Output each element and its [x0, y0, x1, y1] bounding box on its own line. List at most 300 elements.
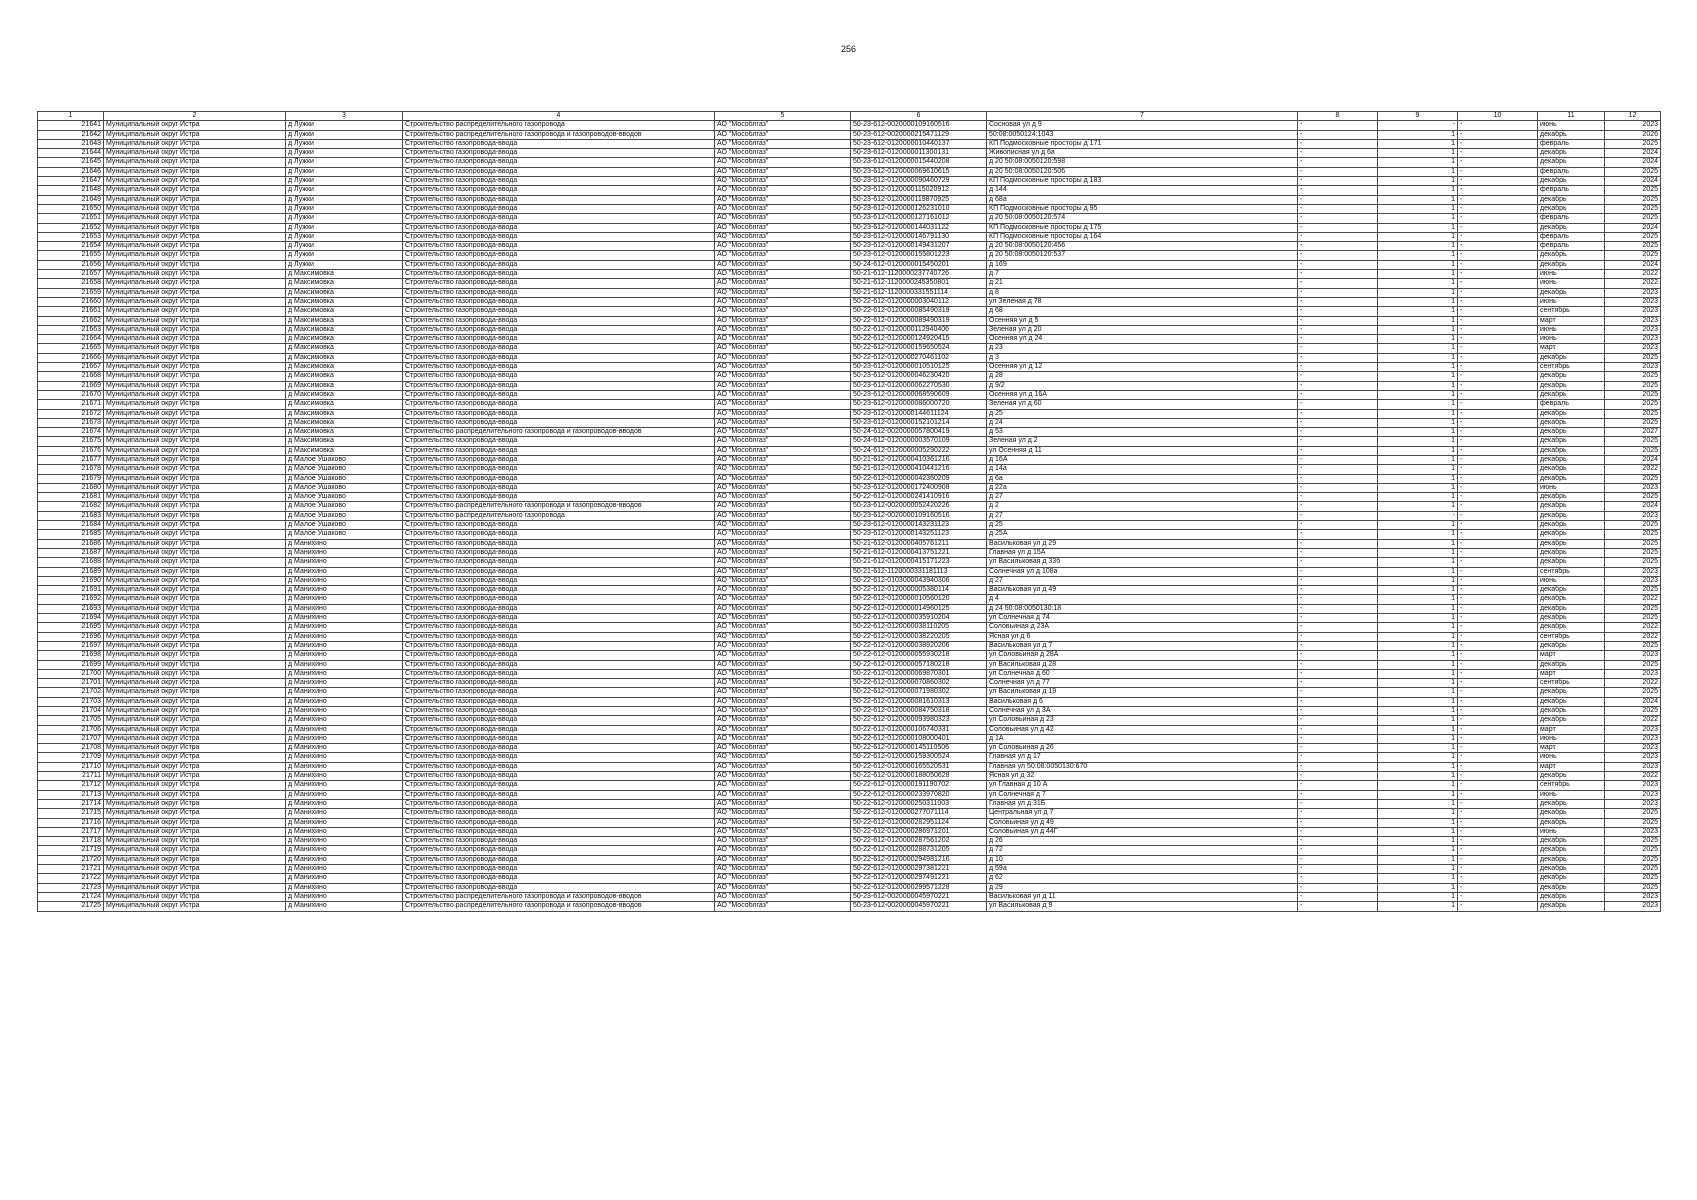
- cell-index: 21672: [38, 409, 104, 418]
- cell-year: 2023: [1605, 363, 1661, 372]
- cell-col9: 1: [1378, 688, 1458, 697]
- cell-col10: -: [1458, 418, 1538, 427]
- cell-contractor: АО "Мособлгаз": [715, 493, 851, 502]
- cell-month: февраль: [1538, 139, 1605, 148]
- cell-municipality: Муниципальный округ Истра: [104, 335, 286, 344]
- cell-col8: -: [1298, 576, 1378, 585]
- cell-municipality: Муниципальный округ Истра: [104, 855, 286, 864]
- col-header: 10: [1458, 112, 1538, 121]
- cell-contractor: АО "Мособлгаз": [715, 214, 851, 223]
- cell-code: 50-22-612-0120000003040112: [851, 297, 987, 306]
- cell-year: 2025: [1605, 558, 1661, 567]
- cell-year: 2023: [1605, 651, 1661, 660]
- col-header: 9: [1378, 112, 1458, 121]
- cell-address: д 1А: [987, 734, 1298, 743]
- cell-month: декабрь: [1538, 697, 1605, 706]
- cell-index: 21659: [38, 288, 104, 297]
- cell-code: 50-22-612-0120000070860302: [851, 679, 987, 688]
- cell-index: 21656: [38, 260, 104, 269]
- cell-index: 21680: [38, 483, 104, 492]
- cell-municipality: Муниципальный округ Истра: [104, 177, 286, 186]
- cell-work-type: Строительство газопровода-ввода: [403, 697, 715, 706]
- cell-col9: 1: [1378, 177, 1458, 186]
- cell-address: д 27: [987, 511, 1298, 520]
- cell-year: 2025: [1605, 186, 1661, 195]
- cell-contractor: АО "Мособлгаз": [715, 641, 851, 650]
- cell-settlement: д Максимовка: [286, 288, 403, 297]
- cell-code: 50-23-612-0120000155801223: [851, 251, 987, 260]
- cell-col9: 1: [1378, 195, 1458, 204]
- cell-municipality: Муниципальный округ Истра: [104, 688, 286, 697]
- cell-municipality: Муниципальный округ Истра: [104, 892, 286, 901]
- cell-municipality: Муниципальный округ Истра: [104, 623, 286, 632]
- cell-municipality: Муниципальный округ Истра: [104, 548, 286, 557]
- cell-contractor: АО "Мособлгаз": [715, 139, 851, 148]
- cell-year: 2025: [1605, 855, 1661, 864]
- cell-municipality: Муниципальный округ Истра: [104, 279, 286, 288]
- cell-col8: -: [1298, 716, 1378, 725]
- cell-month: июнь: [1538, 483, 1605, 492]
- table-row: [38, 372, 1661, 381]
- cell-contractor: АО "Мособлгаз": [715, 837, 851, 846]
- cell-municipality: Муниципальный округ Истра: [104, 418, 286, 427]
- cell-contractor: АО "Мособлгаз": [715, 809, 851, 818]
- cell-col10: -: [1458, 353, 1538, 362]
- cell-index: 21701: [38, 679, 104, 688]
- cell-col9: 1: [1378, 139, 1458, 148]
- cell-year: 2025: [1605, 139, 1661, 148]
- cell-work-type: Строительство газопровода-ввода: [403, 418, 715, 427]
- table-row: [38, 567, 1661, 576]
- cell-col10: -: [1458, 799, 1538, 808]
- cell-col10: -: [1458, 204, 1538, 213]
- cell-col10: -: [1458, 883, 1538, 892]
- cell-contractor: АО "Мособлгаз": [715, 604, 851, 613]
- cell-month: декабрь: [1538, 548, 1605, 557]
- cell-address: д 26: [987, 837, 1298, 846]
- cell-month: февраль: [1538, 242, 1605, 251]
- cell-code: 50-23-612-0120000011300131: [851, 149, 987, 158]
- cell-year: 2023: [1605, 790, 1661, 799]
- cell-col9: 1: [1378, 799, 1458, 808]
- cell-municipality: Муниципальный округ Истра: [104, 707, 286, 716]
- table-row: [38, 651, 1661, 660]
- cell-year: 2024: [1605, 260, 1661, 269]
- cell-index: 21655: [38, 251, 104, 260]
- cell-address: Васильковая ул д 29: [987, 539, 1298, 548]
- cell-address: Главная ул д 17: [987, 753, 1298, 762]
- cell-address: д 6а: [987, 474, 1298, 483]
- cell-year: 2025: [1605, 409, 1661, 418]
- cell-col10: -: [1458, 846, 1538, 855]
- cell-year: 2025: [1605, 837, 1661, 846]
- cell-contractor: АО "Мособлгаз": [715, 307, 851, 316]
- cell-col10: -: [1458, 567, 1538, 576]
- cell-contractor: АО "Мособлгаз": [715, 186, 851, 195]
- cell-contractor: АО "Мособлгаз": [715, 799, 851, 808]
- cell-settlement: д Лужки: [286, 121, 403, 130]
- cell-col8: -: [1298, 790, 1378, 799]
- cell-contractor: АО "Мособлгаз": [715, 177, 851, 186]
- cell-address: Главная ул д 31Б: [987, 799, 1298, 808]
- cell-month: июнь: [1538, 121, 1605, 130]
- cell-address: Осенняя ул д 24: [987, 335, 1298, 344]
- cell-col8: -: [1298, 130, 1378, 139]
- cell-municipality: Муниципальный округ Истра: [104, 186, 286, 195]
- cell-col10: -: [1458, 521, 1538, 530]
- cell-work-type: Строительство газопровода-ввода: [403, 279, 715, 288]
- cell-index: 21662: [38, 316, 104, 325]
- cell-municipality: Муниципальный округ Истра: [104, 195, 286, 204]
- cell-index: 21687: [38, 548, 104, 557]
- cell-month: декабрь: [1538, 521, 1605, 530]
- table-row: [38, 195, 1661, 204]
- cell-col9: 1: [1378, 307, 1458, 316]
- cell-col10: -: [1458, 716, 1538, 725]
- cell-contractor: АО "Мособлгаз": [715, 827, 851, 836]
- cell-work-type: Строительство газопровода-ввода: [403, 158, 715, 167]
- cell-address: ул Васильковая д 9: [987, 902, 1298, 911]
- cell-municipality: Муниципальный округ Истра: [104, 307, 286, 316]
- cell-code: 50-22-612-0120000233970820: [851, 790, 987, 799]
- cell-index: 21644: [38, 149, 104, 158]
- cell-col9: 1: [1378, 251, 1458, 260]
- cell-work-type: Строительство газопровода-ввода: [403, 753, 715, 762]
- cell-year: 2022: [1605, 270, 1661, 279]
- cell-year: 2024: [1605, 455, 1661, 464]
- cell-index: 21709: [38, 753, 104, 762]
- cell-month: декабрь: [1538, 855, 1605, 864]
- cell-month: декабрь: [1538, 586, 1605, 595]
- cell-work-type: Строительство газопровода-ввода: [403, 214, 715, 223]
- cell-col10: -: [1458, 697, 1538, 706]
- cell-municipality: Муниципальный округ Истра: [104, 474, 286, 483]
- cell-address: д 68а: [987, 195, 1298, 204]
- cell-index: 21724: [38, 892, 104, 901]
- cell-work-type: Строительство газопровода-ввода: [403, 270, 715, 279]
- cell-month: март: [1538, 725, 1605, 734]
- cell-contractor: АО "Мособлгаз": [715, 902, 851, 911]
- cell-index: 21670: [38, 390, 104, 399]
- cell-address: д 20 50:08:0050120:574: [987, 214, 1298, 223]
- cell-month: июнь: [1538, 790, 1605, 799]
- cell-col9: 1: [1378, 883, 1458, 892]
- cell-code: 50-21-612-0120000410361216: [851, 455, 987, 464]
- cell-code: 50-23-612-0120000143251123: [851, 530, 987, 539]
- cell-work-type: Строительство газопровода-ввода: [403, 335, 715, 344]
- cell-code: 50-23-612-0120000010440137: [851, 139, 987, 148]
- cell-code: 50-22-612-0120000035910204: [851, 614, 987, 623]
- cell-address: д 24: [987, 418, 1298, 427]
- cell-year: 2022: [1605, 679, 1661, 688]
- cell-settlement: д Манихино: [286, 818, 403, 827]
- cell-index: 21675: [38, 437, 104, 446]
- cell-code: 50-23-612-0020000045970221: [851, 892, 987, 901]
- cell-month: декабрь: [1538, 846, 1605, 855]
- cell-month: декабрь: [1538, 511, 1605, 520]
- cell-year: 2022: [1605, 632, 1661, 641]
- table-row: [38, 707, 1661, 716]
- cell-contractor: АО "Мособлгаз": [715, 892, 851, 901]
- cell-month: сентябрь: [1538, 307, 1605, 316]
- cell-col8: -: [1298, 121, 1378, 130]
- cell-col10: -: [1458, 149, 1538, 158]
- cell-month: декабрь: [1538, 390, 1605, 399]
- cell-settlement: д Лужки: [286, 186, 403, 195]
- cell-month: декабрь: [1538, 623, 1605, 632]
- cell-code: 50-22-612-0120000081610313: [851, 697, 987, 706]
- table-row: [38, 325, 1661, 334]
- table-row: [38, 874, 1661, 883]
- table-row: [38, 865, 1661, 874]
- cell-address: Зеленая ул д 20: [987, 325, 1298, 334]
- cell-col10: -: [1458, 130, 1538, 139]
- cell-municipality: Муниципальный округ Истра: [104, 902, 286, 911]
- data-table: [37, 111, 1661, 912]
- cell-contractor: АО "Мособлгаз": [715, 790, 851, 799]
- cell-work-type: Строительство газопровода-ввода: [403, 623, 715, 632]
- cell-month: декабрь: [1538, 149, 1605, 158]
- cell-address: д 20 50:08:0050120:456: [987, 242, 1298, 251]
- cell-work-type: Строительство газопровода-ввода: [403, 288, 715, 297]
- cell-index: 21719: [38, 846, 104, 855]
- cell-year: 2025: [1605, 874, 1661, 883]
- table-row: [38, 502, 1661, 511]
- cell-contractor: АО "Мособлгаз": [715, 660, 851, 669]
- cell-work-type: Строительство газопровода-ввода: [403, 177, 715, 186]
- cell-col9: 1: [1378, 521, 1458, 530]
- cell-col8: -: [1298, 762, 1378, 771]
- page-number: 256: [840, 44, 857, 54]
- cell-col8: -: [1298, 567, 1378, 576]
- cell-address: д 16А: [987, 455, 1298, 464]
- cell-contractor: АО "Мособлгаз": [715, 511, 851, 520]
- cell-index: 21646: [38, 167, 104, 176]
- cell-col9: 1: [1378, 428, 1458, 437]
- cell-index: 21725: [38, 902, 104, 911]
- cell-address: Васильковая ул д 49: [987, 586, 1298, 595]
- cell-index: 21693: [38, 604, 104, 613]
- cell-col10: -: [1458, 725, 1538, 734]
- cell-col10: -: [1458, 325, 1538, 334]
- cell-month: декабрь: [1538, 707, 1605, 716]
- cell-code: 50-21-612-1120000331181113: [851, 567, 987, 576]
- cell-code: 50-22-612-0120000188050628: [851, 772, 987, 781]
- cell-index: 21665: [38, 344, 104, 353]
- cell-code: 50-24-612-0120000015450201: [851, 260, 987, 269]
- cell-address: д 24 50:08:0050130:18: [987, 604, 1298, 613]
- cell-code: 50-22-612-0120000159300524: [851, 753, 987, 762]
- cell-contractor: АО "Мособлгаз": [715, 149, 851, 158]
- cell-month: декабрь: [1538, 177, 1605, 186]
- cell-col9: 1: [1378, 595, 1458, 604]
- cell-work-type: Строительство распределительного газопровода и газопроводов-вводов: [403, 502, 715, 511]
- cell-municipality: Муниципальный округ Истра: [104, 781, 286, 790]
- cell-municipality: Муниципальный округ Истра: [104, 716, 286, 725]
- cell-code: 50-22-612-0103000043940306: [851, 576, 987, 585]
- cell-col8: -: [1298, 158, 1378, 167]
- cell-work-type: Строительство газопровода-ввода: [403, 809, 715, 818]
- cell-month: март: [1538, 669, 1605, 678]
- cell-col10: -: [1458, 483, 1538, 492]
- table-row: [38, 790, 1661, 799]
- cell-col8: -: [1298, 558, 1378, 567]
- cell-col9: 1: [1378, 530, 1458, 539]
- cell-col9: 1: [1378, 679, 1458, 688]
- cell-col8: -: [1298, 855, 1378, 864]
- col-header: 8: [1298, 112, 1378, 121]
- cell-col9: 1: [1378, 548, 1458, 557]
- table-row: [38, 660, 1661, 669]
- cell-month: март: [1538, 316, 1605, 325]
- cell-year: 2023: [1605, 669, 1661, 678]
- cell-code: 50-22-612-0120000191190702: [851, 781, 987, 790]
- cell-code: 50-23-612-0120000126231010: [851, 204, 987, 213]
- cell-index: 21690: [38, 576, 104, 585]
- table-row: [38, 623, 1661, 632]
- cell-work-type: Строительство газопровода-ввода: [403, 521, 715, 530]
- cell-col10: -: [1458, 604, 1538, 613]
- cell-col9: 1: [1378, 158, 1458, 167]
- cell-contractor: АО "Мособлгаз": [715, 316, 851, 325]
- cell-month: декабрь: [1538, 353, 1605, 362]
- cell-col8: -: [1298, 725, 1378, 734]
- cell-year: 2025: [1605, 474, 1661, 483]
- cell-col8: -: [1298, 242, 1378, 251]
- cell-col10: -: [1458, 381, 1538, 390]
- cell-address: д 53: [987, 428, 1298, 437]
- cell-municipality: Муниципальный округ Истра: [104, 493, 286, 502]
- cell-index: 21720: [38, 855, 104, 864]
- cell-work-type: Строительство газопровода-ввода: [403, 186, 715, 195]
- cell-settlement: д Малое Ушаково: [286, 483, 403, 492]
- cell-work-type: Строительство газопровода-ввода: [403, 744, 715, 753]
- cell-col9: 1: [1378, 539, 1458, 548]
- cell-settlement: д Манихино: [286, 781, 403, 790]
- cell-col8: -: [1298, 418, 1378, 427]
- cell-municipality: Муниципальный округ Истра: [104, 651, 286, 660]
- cell-settlement: д Манихино: [286, 679, 403, 688]
- cell-settlement: д Манихино: [286, 604, 403, 613]
- cell-work-type: Строительство газопровода-ввода: [403, 167, 715, 176]
- cell-year: 2025: [1605, 418, 1661, 427]
- table-row: [38, 799, 1661, 808]
- cell-address: Соловьиная ул д 42: [987, 725, 1298, 734]
- cell-contractor: АО "Мособлгаз": [715, 363, 851, 372]
- table-row: [38, 530, 1661, 539]
- cell-col8: -: [1298, 688, 1378, 697]
- cell-col9: 1: [1378, 493, 1458, 502]
- cell-settlement: д Манихино: [286, 865, 403, 874]
- cell-year: 2025: [1605, 381, 1661, 390]
- cell-municipality: Муниципальный округ Истра: [104, 809, 286, 818]
- cell-address: ул Солнечная д 74: [987, 614, 1298, 623]
- cell-code: 50-21-612-1120000245350801: [851, 279, 987, 288]
- cell-settlement: д Максимовка: [286, 270, 403, 279]
- cell-address: КП Подмосковные просторы д 175: [987, 223, 1298, 232]
- cell-index: 21663: [38, 325, 104, 334]
- cell-month: декабрь: [1538, 530, 1605, 539]
- cell-year: 2023: [1605, 297, 1661, 306]
- cell-work-type: Строительство газопровода-ввода: [403, 660, 715, 669]
- cell-municipality: Муниципальный округ Истра: [104, 372, 286, 381]
- cell-settlement: д Максимовка: [286, 437, 403, 446]
- cell-month: декабрь: [1538, 381, 1605, 390]
- cell-col9: 1: [1378, 297, 1458, 306]
- table-row: [38, 204, 1661, 213]
- cell-code: 50-22-612-0120000250311003: [851, 799, 987, 808]
- cell-index: 21715: [38, 809, 104, 818]
- cell-contractor: АО "Мособлгаз": [715, 195, 851, 204]
- cell-index: 21696: [38, 632, 104, 641]
- cell-year: 2025: [1605, 586, 1661, 595]
- table-row: [38, 753, 1661, 762]
- cell-col10: -: [1458, 790, 1538, 799]
- cell-address: д 23: [987, 344, 1298, 353]
- cell-address: д 68: [987, 307, 1298, 316]
- cell-work-type: Строительство газопровода-ввода: [403, 679, 715, 688]
- cell-address: д 21: [987, 279, 1298, 288]
- cell-col10: -: [1458, 902, 1538, 911]
- cell-col8: -: [1298, 409, 1378, 418]
- cell-year: 2023: [1605, 892, 1661, 901]
- cell-contractor: АО "Мособлгаз": [715, 623, 851, 632]
- cell-work-type: Строительство газопровода-ввода: [403, 762, 715, 771]
- cell-col10: -: [1458, 892, 1538, 901]
- cell-month: декабрь: [1538, 251, 1605, 260]
- cell-address: Васильковая ул д 7: [987, 641, 1298, 650]
- cell-month: декабрь: [1538, 716, 1605, 725]
- cell-address: д 9/2: [987, 381, 1298, 390]
- cell-contractor: АО "Мособлгаз": [715, 279, 851, 288]
- cell-col10: -: [1458, 762, 1538, 771]
- cell-col8: -: [1298, 883, 1378, 892]
- cell-work-type: Строительство газопровода-ввода: [403, 641, 715, 650]
- cell-municipality: Муниципальный округ Истра: [104, 251, 286, 260]
- cell-contractor: АО "Мособлгаз": [715, 818, 851, 827]
- table-row: [38, 772, 1661, 781]
- cell-month: декабрь: [1538, 474, 1605, 483]
- cell-col10: -: [1458, 474, 1538, 483]
- cell-municipality: Муниципальный округ Истра: [104, 604, 286, 613]
- cell-code: 50-22-612-0120000282951124: [851, 818, 987, 827]
- cell-index: 21721: [38, 865, 104, 874]
- cell-address: КП Подмосковные просторы д 183: [987, 177, 1298, 186]
- cell-year: 2024: [1605, 697, 1661, 706]
- cell-address: ул Зеленая д 78: [987, 297, 1298, 306]
- cell-year: 2025: [1605, 707, 1661, 716]
- cell-code: 50-22-612-0120000042360209: [851, 474, 987, 483]
- cell-col8: -: [1298, 474, 1378, 483]
- cell-contractor: АО "Мособлгаз": [715, 409, 851, 418]
- cell-col8: -: [1298, 660, 1378, 669]
- cell-year: 2022: [1605, 279, 1661, 288]
- cell-settlement: д Максимовка: [286, 428, 403, 437]
- cell-settlement: д Малое Ушаково: [286, 455, 403, 464]
- cell-col8: -: [1298, 837, 1378, 846]
- cell-month: декабрь: [1538, 688, 1605, 697]
- cell-settlement: д Максимовка: [286, 344, 403, 353]
- cell-settlement: д Максимовка: [286, 381, 403, 390]
- cell-address: д 59а: [987, 865, 1298, 874]
- cell-contractor: АО "Мособлгаз": [715, 558, 851, 567]
- cell-index: 21681: [38, 493, 104, 502]
- cell-work-type: Строительство газопровода-ввода: [403, 604, 715, 613]
- cell-index: 21671: [38, 400, 104, 409]
- cell-col8: -: [1298, 381, 1378, 390]
- cell-col10: -: [1458, 400, 1538, 409]
- cell-col8: -: [1298, 483, 1378, 492]
